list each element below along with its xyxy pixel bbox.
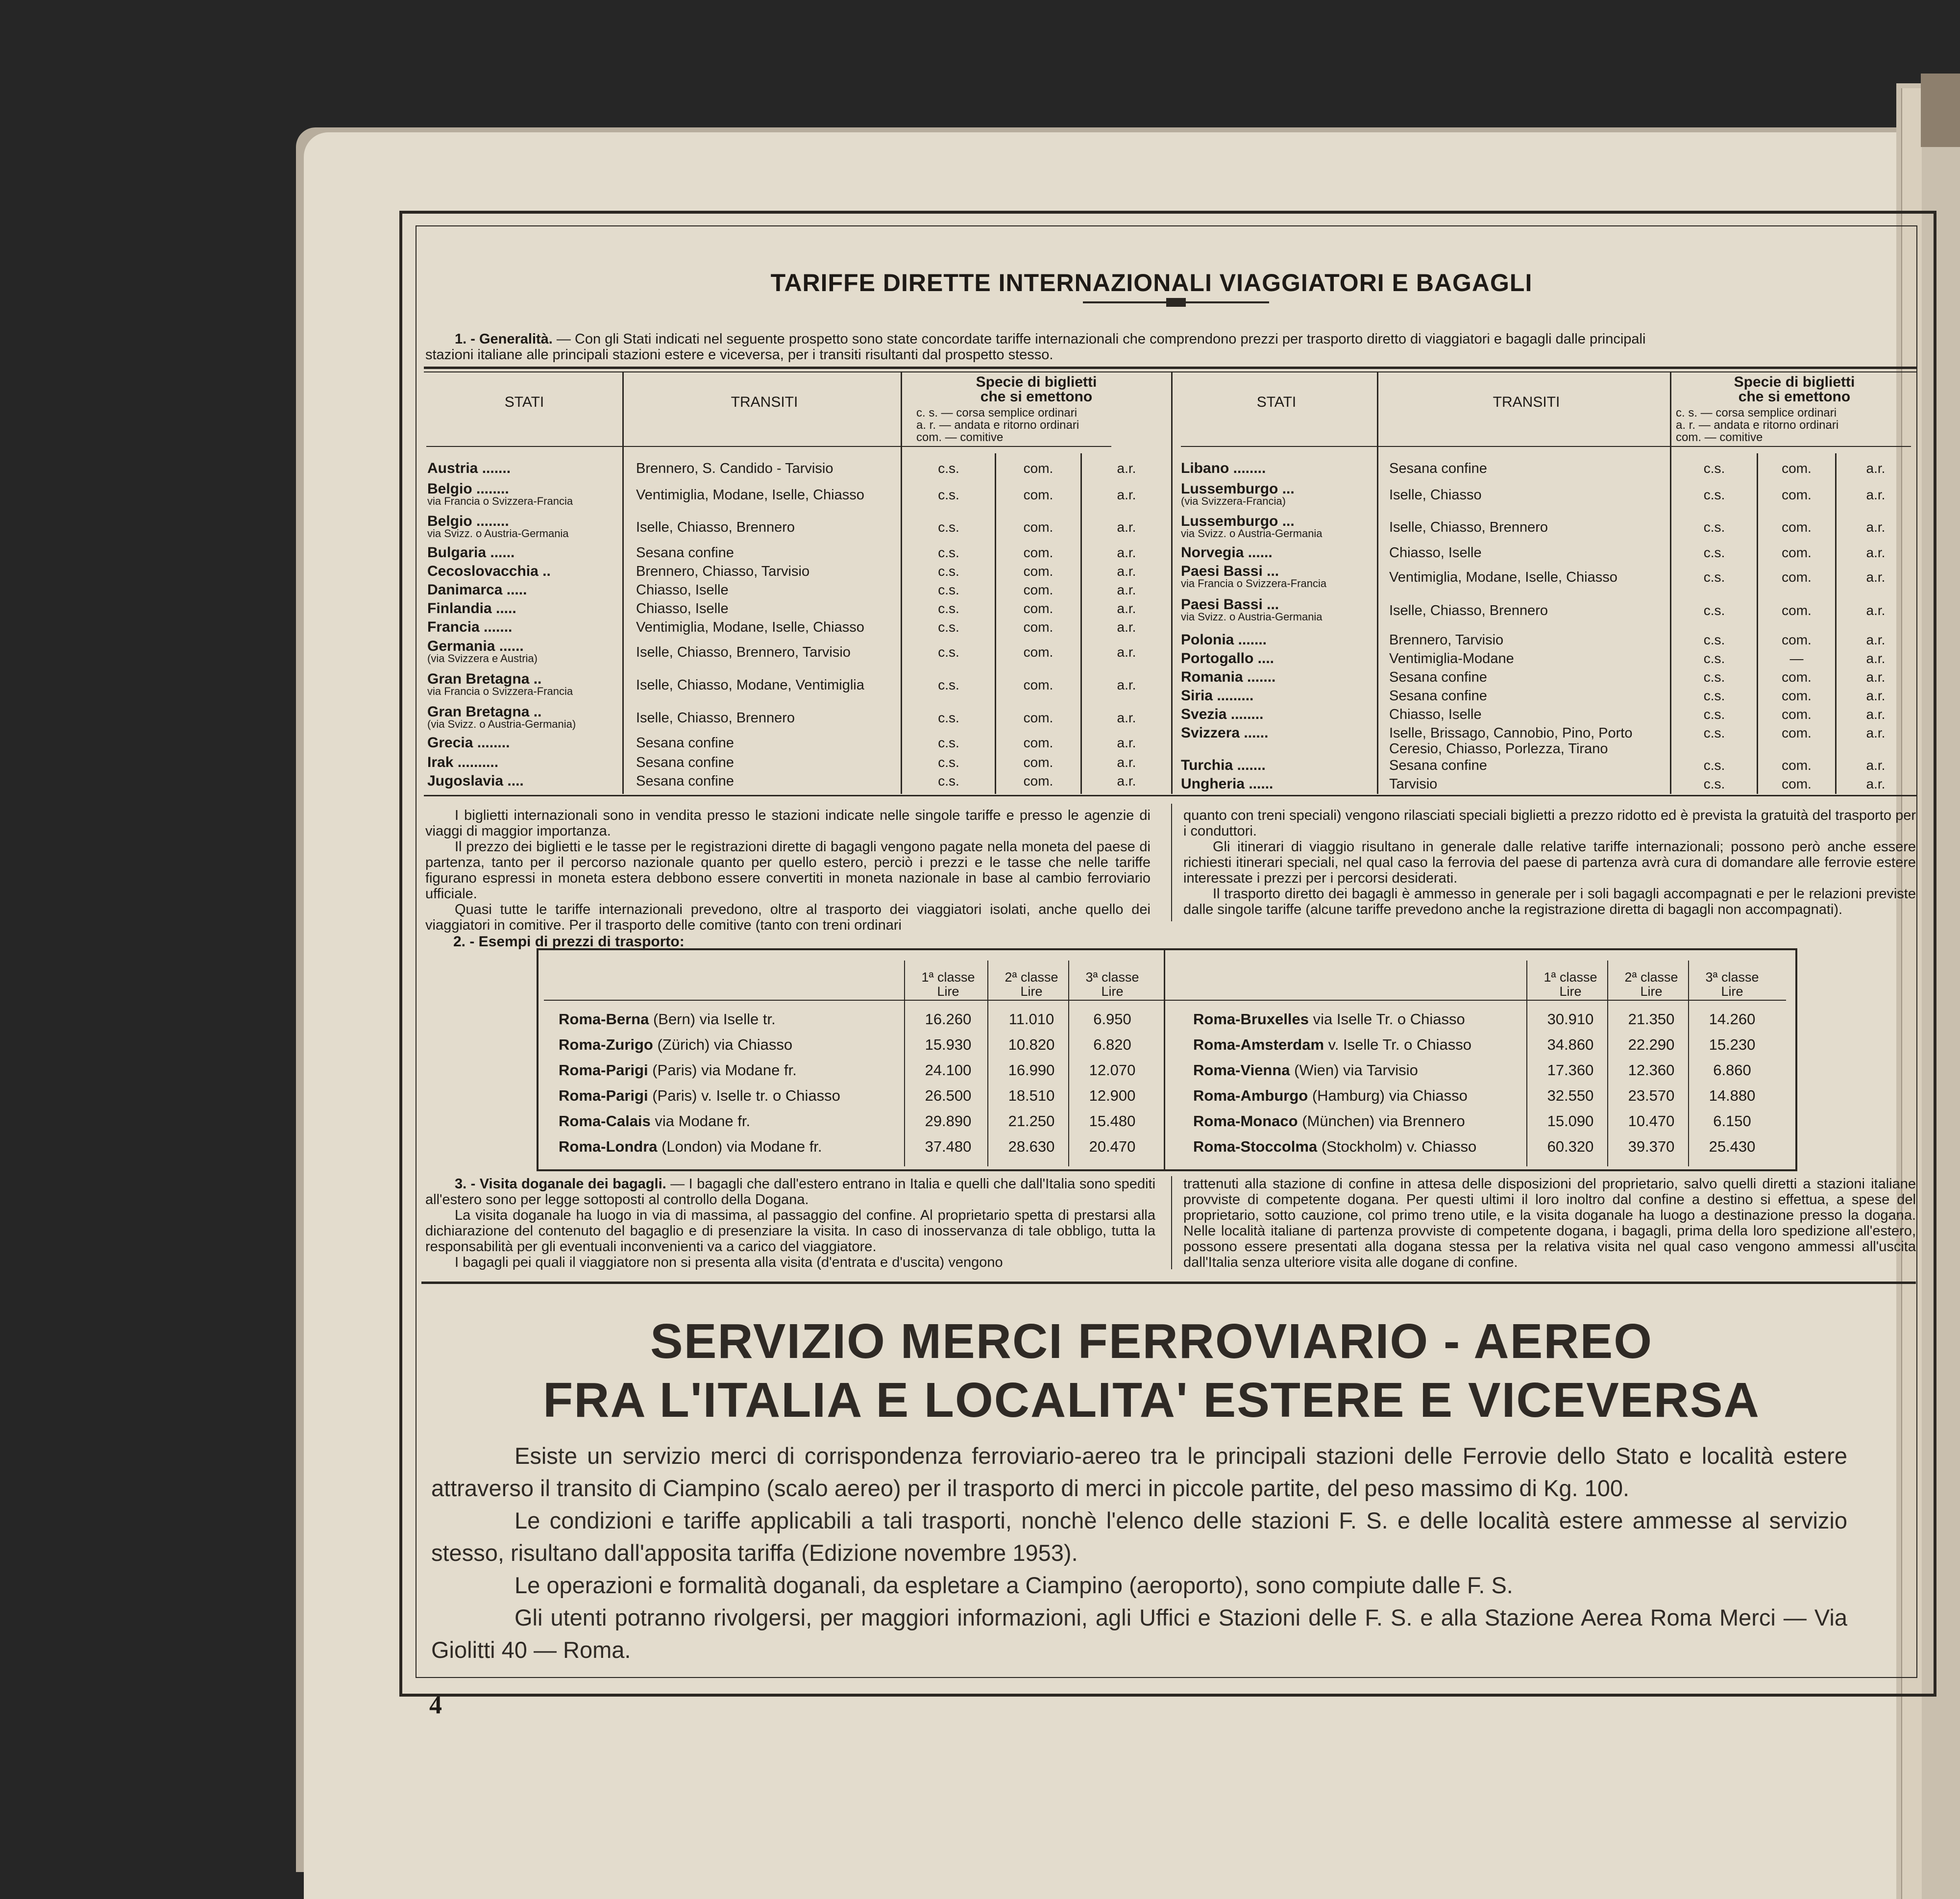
ticket-com: com. [1023,461,1054,476]
transit-text: Sesana confine [1389,461,1487,476]
state-via: via Francia o Svizzera-Francia [1181,577,1327,590]
state-name: Belgio ........ [427,513,509,529]
state-via: (via Svizz. o Austria-Germania) [427,718,576,730]
price-2nd: 16.990 [1008,1061,1055,1079]
price-3rd: 15.480 [1089,1112,1136,1130]
title-ornament-dot [1166,298,1186,307]
transit-text: Ventimiglia, Modane, Iselle, Chiasso [1389,569,1617,585]
price-3rd: 12.070 [1089,1061,1136,1079]
price-1st: 17.360 [1547,1061,1594,1079]
route-name: Roma-Zurigo [559,1036,653,1053]
legend-left: c. s. — corsa semplice ordinari a. r. — andata e ritorno ordinari com. — comitive [916,406,1079,444]
route-detail: (Stockholm) v. Chiasso [1317,1138,1477,1155]
ticket-com: com. [1023,519,1054,535]
ticket-cs: c.s. [1703,707,1725,722]
state-name: Belgio ........ [427,481,509,497]
ticket-ar: a.r. [1866,461,1886,476]
ticket-com: com. [1023,677,1054,692]
ticket-ar: a.r. [1117,710,1136,725]
ticket-com: com. [1782,725,1812,740]
ticket-com: com. [1782,487,1812,502]
v-left-stati [622,372,624,794]
ticket-ar: a.r. [1866,776,1886,791]
state-name: Romania ....... [1181,669,1276,685]
route-name: Roma-Parigi [559,1087,648,1104]
section3-right: trattenuti alla stazione di confine in attesa delle disposizioni del proprietario, salvo quelli diretti a stazioni italiane provviste di competente dogana. Per questi ultimi il loro inoltro dal confine a destino si effettua, a spese del proprietario, sotto cauzione, col primo treno utile, e la visita doganale ha luogo a destinazione presso la dogana. Nelle località italiane di partenza provviste di competente dogana, i bagagli, prima della loro spedizione all'estero, possono essere presentati alla dogana stessa per la relativa visita nel qual caso vengono ammessi all'uscita dall'Italia senza ulteriore visita alle dogane di confine. [1183,1176,1916,1270]
col-transiti-right: TRANSITI [1493,394,1560,410]
ticket-com: com. [1782,461,1812,476]
price-col-rule [987,961,988,1166]
price-header-rule [544,1000,1786,1001]
ticket-com: com. [1782,669,1812,685]
price-1st: 16.260 [925,1011,972,1028]
price-1st: 60.320 [1547,1138,1594,1155]
price-3rd: 6.950 [1093,1011,1131,1028]
v-left-transiti [901,372,902,794]
state-via: via Svizz. o Austria-Germania [1181,527,1323,540]
ticket-cs: c.s. [938,601,959,616]
ticket-com: com. [1782,707,1812,722]
ticket-com: com. [1023,487,1054,502]
route-name: Roma-Berna [559,1011,649,1028]
class-header: 3ª classe [1705,970,1759,985]
price-col-rule [1607,961,1608,1166]
transit-text: Ventimiglia, Modane, Iselle, Chiasso [636,619,864,635]
ticket-ar: a.r. [1117,461,1136,476]
state-via: via Svizz. o Austria-Germania [427,527,569,540]
state-name: Gran Bretagna .. [427,671,542,687]
class-unit: Lire [1020,984,1043,999]
state-name: Svizzera ...... [1181,725,1269,741]
section3-divider [1171,1176,1172,1269]
ticket-com: com. [1023,735,1054,750]
col-stati-left: STATI [504,394,544,410]
transit-text: Brennero, Chiasso, Tarvisio [636,564,810,579]
route-name: Roma-Parigi [559,1061,648,1079]
ticket-cs: c.s. [1703,569,1725,585]
page-title: TARIFFE DIRETTE INTERNAZIONALI VIAGGIATORI E BAGAGLI [770,269,1533,296]
class-unit: Lire [1721,984,1743,999]
ticket-com: com. [1023,710,1054,725]
ticket-com: com. [1782,545,1812,560]
ticket-cs: c.s. [1703,651,1725,666]
ticket-ar: a.r. [1117,487,1136,502]
class-unit: Lire [1559,984,1582,999]
ticket-ar: a.r. [1117,735,1136,750]
ticket-cs: c.s. [1703,688,1725,703]
section3-left: 3. - Visita doganale dei bagagli. — I bagagli che dall'estero entrano in Italia e quelli che dall'Italia sono spediti all'estero sono per legge sottoposti al controllo della Dogana. La visita doganale ha luogo in via di massima, al passaggio del confine. Al proprietario spetta di prestarsi alla dichiarazione del contenuto del bagaglio e di presenziare la visita. In caso di inosservanza di tale obbligo, tutta la responsabilità per gli eventuali inconvenienti va a carico del viaggiatore. I bagagli pei quali il viaggiatore non si presenta alla visita (d'entrata e d'uscita) vengono [425,1176,1156,1270]
route [1193,1011,1465,1028]
price-col-rule [1526,961,1527,1166]
ticket-cs: c.s. [1703,776,1725,791]
price-1st: 15.090 [1547,1112,1594,1130]
price-2nd: 10.820 [1008,1036,1055,1053]
section1-line1 [425,331,1920,347]
advert-title-1: SERVIZIO MERCI FERROVIARIO - AEREO [650,1314,1653,1369]
ticket-ar: a.r. [1866,545,1886,560]
ticket-ar: a.r. [1866,569,1886,585]
price-2nd: 28.630 [1008,1138,1055,1155]
route-detail: (Wien) via Tarvisio [1290,1061,1418,1079]
ticket-com: com. [1023,545,1054,560]
ticket-cs: c.s. [938,461,959,476]
ticket-ar: a.r. [1866,603,1886,618]
v-right-c1 [1757,453,1758,794]
ticket-com: com. [1023,582,1054,597]
page-number: 4 [429,1691,442,1719]
route-detail: via Modane fr. [650,1112,751,1130]
ticket-com: com. [1023,755,1054,770]
ticket-ar: a.r. [1866,487,1886,502]
ticket-cs: c.s. [1703,758,1725,773]
class-unit: Lire [1640,984,1663,999]
col-stati-right: STATI [1256,394,1297,410]
route-detail: v. Iselle Tr. o Chiasso [1324,1036,1471,1053]
transit-text: Iselle, Brissago, Cannobio, Pino, Porto Ceresio, Chiasso, Porlezza, Tirano [1389,725,1633,757]
route-detail: (Paris) via Modane fr. [648,1061,797,1079]
ticket-ar: a.r. [1866,519,1886,535]
ticket-cs: c.s. [938,619,959,635]
state-name: Svezia ........ [1181,706,1264,722]
table1-header-rule-left [426,446,1111,447]
route [559,1087,840,1105]
ticket-cs: c.s. [938,710,959,725]
transit-text: Sesana confine [636,545,734,561]
ticket-cs: c.s. [938,487,959,502]
transit-text: Brennero, S. Candido - Tarvisio [636,461,833,476]
route-detail: (Paris) v. Iselle tr. o Chiasso [648,1087,840,1104]
transit-text: Chiasso, Iselle [1389,545,1482,561]
v-right-transiti [1670,372,1671,794]
transit-text: Chiasso, Iselle [636,601,729,617]
route-detail: (Bern) via Iselle tr. [649,1011,776,1028]
route-name: Roma-Londra [559,1138,658,1155]
price-col-rule [904,961,905,1166]
ticket-ar: a.r. [1866,651,1886,666]
route [559,1061,797,1079]
price-3rd: 14.260 [1709,1011,1756,1028]
ticket-cs: c.s. [938,677,959,692]
state-name: Ungheria ...... [1181,776,1274,792]
route [1193,1036,1471,1054]
transit-text: Iselle, Chiasso, Brennero, Tarvisio [636,644,851,660]
transit-text: Tarvisio [1389,776,1438,792]
ticket-cs: c.s. [1703,545,1725,560]
price-2nd: 12.360 [1628,1061,1675,1079]
state-name: Portogallo .... [1181,650,1274,666]
class-unit: Lire [1101,984,1124,999]
ticket-cs: c.s. [1703,519,1725,535]
transit-text: Sesana confine [1389,669,1487,685]
transit-text: Iselle, Chiasso [1389,487,1482,503]
ticket-ar: a.r. [1117,601,1136,616]
class-header: 3ª classe [1085,970,1139,985]
notes-right: quanto con treni speciali) vengono rilasciati speciali biglietti a prezzo ridotto ed è prevista la gratuità del trasporto per i conduttori. Gli itinerari di viaggio risultano in generale dalle relative tariffe internazionali; possono però anche essere richiesti itinerari speciali, nel qual caso la ferrovia del paese di partenza avrà cura di domandare alle ferrovie estere interessate i prezzi per i percorsi desiderati. Il trasporto diretto dei bagagli è ammesso in generale per i soli bagagli accompagnati e per le relazioni previste dalle singole tariffe (alcune tariffe prevedono anche la registrazione diretta di bagagli non accompagnati). [1183,808,1916,917]
ticket-com: com. [1782,569,1812,585]
transit-text: Sesana confine [1389,688,1487,704]
advert-body: Esiste un servizio merci di corrispondenza ferroviario-aereo tra le principali stazioni delle Ferrovie dello Stato e località estere attraverso il transito di Ciampino (scalo aereo) per il trasporto di merci in piccole partite, del peso massimo di Kg. 100. Le condizioni e tariffe applicabili a tali trasporti, nonchè l'elenco delle stazioni F. S. e delle località estere ammesse al servizio stesso, risultano dall'apposita tariffa (Edizione novembre 1953). Le operazioni e formalità doganali, da espletare a Ciampino (aeroporto), sono compiute dalle F. S. Gli utenti potranno rivolgersi, per maggiori informazioni, agli Uffici e Stazioni delle F. S. e alla Stazione Aerea Roma Merci — Via Giolitti 40 — Roma. [431,1443,1847,1663]
class-header: 2ª classe [1624,970,1678,985]
ticket-ar: a.r. [1866,632,1886,647]
price-1st: 29.890 [925,1112,972,1130]
state-name: Paesi Bassi ... [1181,596,1279,613]
price-1st: 37.480 [925,1138,972,1155]
state-via: via Svizz. o Austria-Germania [1181,611,1323,623]
route-name: Roma-Amsterdam [1193,1036,1324,1053]
price-1st: 15.930 [925,1036,972,1053]
ticket-ar: a.r. [1117,519,1136,535]
ticket-com: com. [1023,773,1054,789]
price-2nd: 11.010 [1008,1011,1054,1028]
state-name: Libano ........ [1181,460,1266,476]
route [1193,1138,1476,1156]
ticket-ar: a.r. [1866,688,1886,703]
state-name: Lussemburgo ... [1181,513,1295,529]
ticket-cs: c.s. [938,545,959,560]
ticket-ar: a.r. [1117,564,1136,579]
state-name: Siria ......... [1181,688,1254,704]
table1-top-rule [424,367,1917,369]
route [559,1112,750,1130]
ticket-com: com. [1023,644,1054,660]
price-col-rule [1068,961,1069,1166]
route-name: Roma-Bruxelles [1193,1011,1309,1028]
price-1st: 26.500 [925,1087,972,1104]
ticket-ar: a.r. [1117,677,1136,692]
transit-text: Iselle, Chiasso, Brennero [636,519,795,535]
state-name: Finlandia ..... [427,600,516,617]
col-transiti-left: TRANSITI [731,394,798,410]
ticket-ar: a.r. [1117,545,1136,560]
price-2nd: 23.570 [1628,1087,1675,1104]
price-1st: 24.100 [925,1061,972,1079]
ticket-ar: a.r. [1866,707,1886,722]
price-divider [1164,950,1165,1169]
price-2nd: 22.290 [1628,1036,1675,1053]
ticket-cs: c.s. [1703,725,1725,740]
state-name: Gran Bretagna .. [427,704,542,720]
state-name: Jugoslavia .... [427,773,524,789]
state-name: Bulgaria ...... [427,544,515,561]
ticket-ar: a.r. [1117,773,1136,789]
transit-text: Iselle, Chiasso, Brennero [1389,603,1548,618]
ticket-com: com. [1782,632,1812,647]
state-name: Lussemburgo ... [1181,481,1295,497]
page-edge-corner [1921,74,1960,147]
ticket-com: com. [1782,758,1812,773]
transit-text: Iselle, Chiasso, Brennero [1389,519,1548,535]
route-detail: (Zürich) via Chiasso [653,1036,793,1053]
ticket-com: com. [1023,601,1054,616]
state-via: (via Svizzera-Francia) [1181,495,1286,507]
ticket-cs: c.s. [938,735,959,750]
price-3rd: 6.820 [1093,1036,1131,1053]
ticket-com: com. [1782,603,1812,618]
ticket-cs: c.s. [938,773,959,789]
price-2nd: 39.370 [1628,1138,1675,1155]
section1-text1: — Con gli Stati indicati nel seguente prospetto sono state concordate tariffe internazionali che comprendono prezzi per trasporto diretto di viaggiatori e bagagli dalle principali [556,331,1646,347]
price-3rd: 12.900 [1089,1087,1136,1104]
price-3rd: 20.470 [1089,1138,1136,1155]
state-name: Irak .......... [427,754,499,770]
v-right-stati [1377,372,1378,794]
ticket-com: com. [1023,619,1054,635]
price-3rd: 15.230 [1709,1036,1756,1053]
class-header: 1ª classe [921,970,975,985]
price-2nd: 21.250 [1008,1112,1055,1130]
transit-text: Ventimiglia-Modane [1389,651,1514,666]
route [559,1036,792,1054]
price-3rd: 25.430 [1709,1138,1756,1155]
state-name: Austria ....... [427,460,511,476]
table1-header-rule-right [1181,446,1911,447]
price-1st: 32.550 [1547,1087,1594,1104]
route [1193,1061,1418,1079]
ticket-ar: a.r. [1866,758,1886,773]
price-2nd: 21.350 [1628,1011,1675,1028]
route-detail: (München) via Brennero [1298,1112,1465,1130]
route-name: Roma-Amburgo [1193,1087,1308,1104]
transit-text: Ventimiglia, Modane, Iselle, Chiasso [636,487,864,503]
state-via: (via Svizzera e Austria) [427,652,538,665]
price-1st: 30.910 [1547,1011,1594,1028]
state-name: Germania ...... [427,638,524,654]
route [1193,1087,1468,1105]
section1-heading: 1. - Generalità. [455,331,553,347]
ticket-cs: c.s. [1703,632,1725,647]
ticket-cs: c.s. [1703,603,1725,618]
state-name: Grecia ........ [427,735,510,751]
transit-text: Chiasso, Iselle [636,582,729,598]
ticket-cs: c.s. [1703,461,1725,476]
col-specie-right: Specie di biglietti che si emettono [1734,374,1855,405]
transit-text: Iselle, Chiasso, Modane, Ventimiglia [636,677,864,693]
ticket-cs: c.s. [1703,487,1725,502]
class-header: 2ª classe [1004,970,1058,985]
ticket-com: com. [1782,776,1812,791]
route-name: Roma-Vienna [1193,1061,1290,1079]
price-3rd: 6.860 [1713,1061,1751,1079]
ticket-ar: a.r. [1866,669,1886,685]
state-name: Turchia ....... [1181,757,1266,773]
route-detail: via Iselle Tr. o Chiasso [1309,1011,1465,1028]
class-unit: Lire [937,984,959,999]
advert-title-2: FRA L'ITALIA E LOCALITA' ESTERE E VICEVERSA [543,1373,1760,1428]
notes-left: I biglietti internazionali sono in vendita presso le stazioni indicate nelle singole tariffe e presso le agenzie di viaggi di maggior importanza. Il prezzo dei biglietti e le tasse per le registrazioni dirette di bagagli vengono pagate nella moneta del paese di partenza, tanto per il percorso nazionale quanto per quello estero, perciò i prezzi e le tasse che nelle tariffe figurano espressi in moneta estera debbono essere convertiti in moneta nazionale in base al cambio ferroviario ufficiale. Quasi tutte le tariffe internazionali prevedono, oltre al trasporto dei viaggiatori isolati, anche quello dei viaggiatori in comitive. Per il trasporto delle comitive (tanto con treni ordinari [425,808,1151,933]
ticket-cs: c.s. [938,755,959,770]
transit-text: Sesana confine [636,773,734,789]
transit-text: Sesana confine [1389,758,1487,773]
ticket-com: — [1789,651,1804,666]
route [559,1011,776,1028]
transit-text: Sesana confine [636,755,734,770]
ticket-cs: c.s. [938,644,959,660]
ticket-com: com. [1023,564,1054,579]
transit-text: Iselle, Chiasso, Brennero [636,710,795,726]
ticket-ar: a.r. [1866,725,1886,740]
col-specie-left: Specie di biglietti che si emettono [976,374,1097,405]
price-3rd: 14.880 [1709,1087,1756,1104]
route-detail: (London) via Modane fr. [657,1138,822,1155]
price-2nd: 18.510 [1008,1087,1055,1104]
legend-right: c. s. — corsa semplice ordinari a. r. — andata e ritorno ordinari com. — comitive [1676,406,1839,444]
transit-text: Chiasso, Iselle [1389,707,1482,722]
section1-text2: stazioni italiane alle principali stazioni estere e viceversa, per i transiti risultanti dal prospetto stesso. [425,347,1054,363]
transit-text: Sesana confine [636,735,734,751]
ticket-cs: c.s. [938,564,959,579]
transit-text: Brennero, Tarvisio [1389,632,1504,648]
advert-top-rule [421,1282,1916,1284]
state-via: via Francia o Svizzera-Francia [427,685,573,697]
ticket-cs: c.s. [938,582,959,597]
route-detail: (Hamburg) via Chiasso [1308,1087,1468,1104]
state-name: Danimarca ..... [427,582,527,598]
ticket-ar: a.r. [1117,755,1136,770]
price-1st: 34.860 [1547,1036,1594,1053]
table1-top-rule2 [424,371,1917,372]
route-name: Roma-Stoccolma [1193,1138,1318,1155]
ticket-cs: c.s. [1703,669,1725,685]
table1-bottom-rule [424,795,1917,796]
section2-heading: 2. - Esempi di prezzi di trasporto: [453,934,685,950]
state-name: Polonia ....... [1181,632,1267,648]
state-via: via Francia o Svizzera-Francia [427,495,573,507]
price-2nd: 10.470 [1628,1112,1675,1130]
price-col-rule [1688,961,1689,1166]
ticket-ar: a.r. [1117,582,1136,597]
ticket-cs: c.s. [938,519,959,535]
section3-heading: 3. - Visita doganale dei bagagli. [455,1176,666,1192]
route [1193,1112,1465,1130]
state-name: Norvegia ...... [1181,544,1273,561]
state-name: Francia ....... [427,619,513,635]
notes-divider [1171,804,1172,921]
ticket-com: com. [1782,519,1812,535]
ticket-ar: a.r. [1117,644,1136,660]
price-3rd: 6.150 [1713,1112,1751,1130]
v-center [1171,372,1173,794]
state-name: Paesi Bassi ... [1181,563,1279,579]
ticket-ar: a.r. [1117,619,1136,635]
route-name: Roma-Monaco [1193,1112,1298,1130]
state-name: Cecoslovacchia .. [427,563,551,579]
ticket-com: com. [1782,688,1812,703]
route [559,1138,822,1156]
v-right-c2 [1835,453,1837,794]
class-header: 1ª classe [1544,970,1597,985]
route-name: Roma-Calais [559,1112,651,1130]
